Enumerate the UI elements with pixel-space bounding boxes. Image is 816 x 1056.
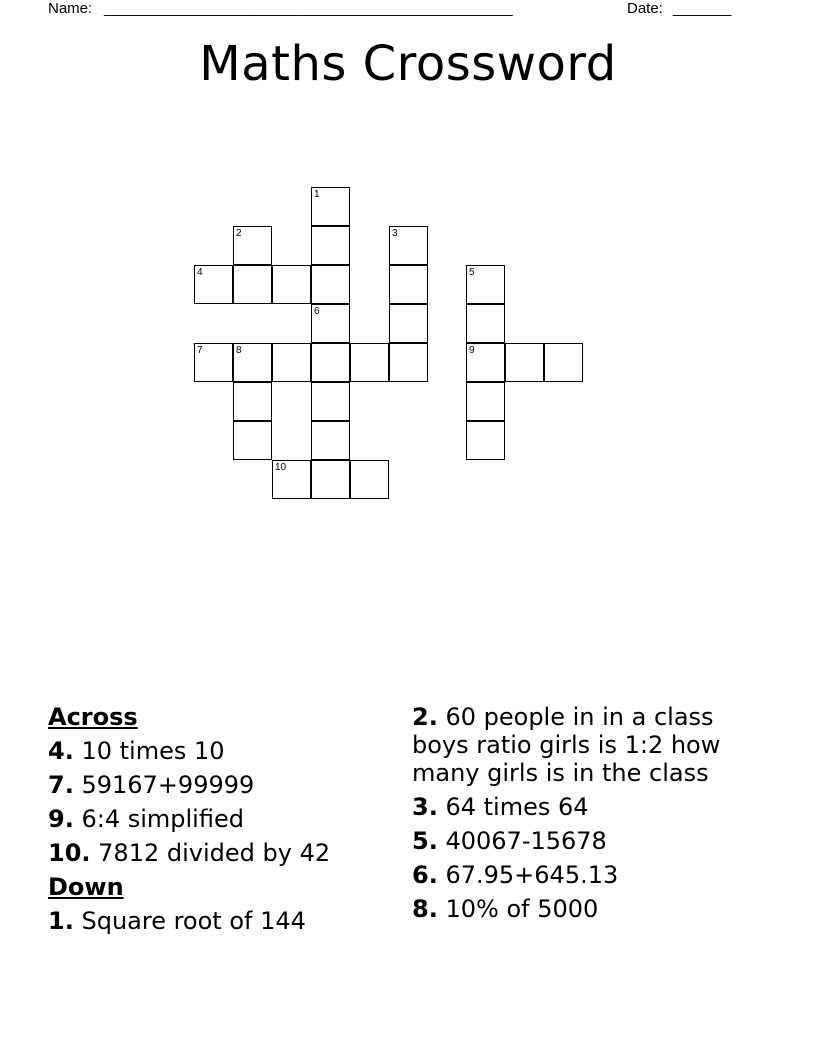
crossword-cell[interactable] [311, 226, 350, 265]
clue-number-label: 10. [48, 839, 91, 867]
clue-number: 5 [469, 267, 475, 278]
clue-number: 2 [236, 228, 242, 239]
crossword-cell[interactable] [350, 343, 389, 382]
clue-number-label: 3. [412, 793, 438, 821]
name-field-line[interactable]: _________________________________________________ [104, 0, 513, 17]
crossword-cell[interactable] [272, 343, 311, 382]
clue-number-label: 8. [412, 895, 438, 923]
crossword-cell[interactable] [389, 265, 428, 304]
crossword-cell[interactable] [466, 382, 505, 421]
clue-number: 6 [314, 306, 320, 317]
clue-text: 7812 divided by 42 [98, 839, 331, 867]
clue-text: 6:4 simplified [81, 805, 244, 833]
clue-item [412, 861, 772, 889]
clue-number: 4 [197, 267, 203, 278]
clue-text: Square root of 144 [81, 907, 306, 935]
clue-number-label: 7. [48, 771, 74, 799]
clue-number: 10 [275, 462, 287, 473]
clue-item [412, 793, 772, 821]
crossword-cell[interactable] [311, 382, 350, 421]
crossword-cell[interactable] [272, 265, 311, 304]
name-label: Name: [48, 0, 93, 17]
crossword-cell[interactable] [389, 304, 428, 343]
date-field-line[interactable]: _______ [673, 0, 732, 17]
across-heading: Across [48, 703, 138, 731]
crossword-cell[interactable] [194, 343, 233, 382]
clue-text: 67.95+645.13 [445, 861, 619, 889]
clue-number-label: 4. [48, 737, 74, 765]
clue-number: 3 [392, 228, 398, 239]
clue-number-label: 5. [412, 827, 438, 855]
crossword-cell[interactable] [389, 226, 428, 265]
clue-item [412, 703, 772, 787]
crossword-cell[interactable] [505, 343, 544, 382]
crossword-cell[interactable] [233, 343, 272, 382]
crossword-cell[interactable] [544, 343, 583, 382]
down-heading: Down [48, 873, 124, 901]
crossword-cell[interactable] [311, 265, 350, 304]
clue-text: 40067-15678 [445, 827, 607, 855]
date-label: Date: [627, 0, 663, 17]
crossword-cell[interactable] [389, 343, 428, 382]
clue-number-label: 9. [48, 805, 74, 833]
crossword-cell[interactable] [466, 421, 505, 460]
clue-number-label: 1. [48, 907, 74, 935]
clue-item [48, 839, 388, 867]
clue-number: 1 [314, 189, 320, 200]
clue-item [48, 805, 388, 833]
crossword-cell[interactable] [311, 187, 350, 226]
crossword-cell[interactable] [350, 460, 389, 499]
clue-item [48, 907, 388, 935]
crossword-cell[interactable] [466, 304, 505, 343]
clue-text: 60 people in in a class boys ratio girls is 1:2 how many girls is in the class [412, 703, 721, 787]
crossword-cell[interactable] [272, 460, 311, 499]
clue-item [412, 827, 772, 855]
crossword-cell[interactable] [466, 265, 505, 304]
clue-text: 10 times 10 [81, 737, 225, 765]
crossword-cell[interactable] [194, 265, 233, 304]
crossword-cell[interactable] [233, 382, 272, 421]
clue-item [48, 771, 388, 799]
crossword-cell[interactable] [233, 421, 272, 460]
crossword-cell[interactable] [233, 226, 272, 265]
clue-item [412, 895, 772, 923]
crossword-cell[interactable] [233, 265, 272, 304]
clue-item [48, 737, 388, 765]
clue-text: 59167+99999 [81, 771, 255, 799]
crossword-cell[interactable] [311, 304, 350, 343]
clue-number-label: 2. [412, 703, 438, 731]
clue-number-label: 6. [412, 861, 438, 889]
clue-text: 10% of 5000 [445, 895, 599, 923]
crossword-cell[interactable] [311, 460, 350, 499]
clue-number: 7 [197, 345, 203, 356]
page-title: Maths Crossword [199, 36, 617, 92]
clue-number: 8 [236, 345, 242, 356]
crossword-cell[interactable] [466, 343, 505, 382]
clue-text: 64 times 64 [445, 793, 589, 821]
clues-left-column [48, 703, 388, 941]
crossword-cell[interactable] [311, 421, 350, 460]
clue-number: 9 [469, 345, 475, 356]
crossword-cell[interactable] [311, 343, 350, 382]
clues-right-column [412, 703, 772, 929]
